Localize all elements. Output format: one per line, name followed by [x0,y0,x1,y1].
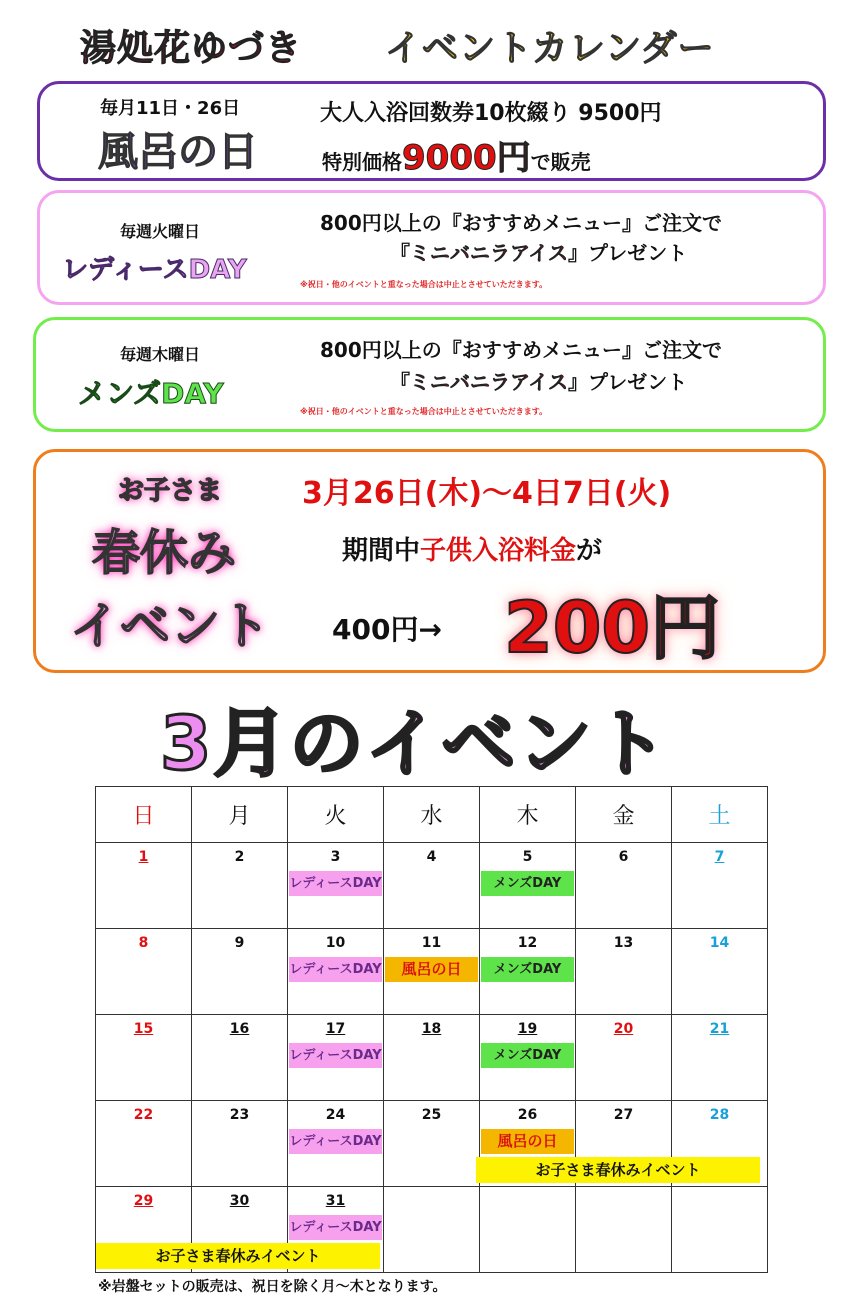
weekday-wed: 水 [384,787,480,843]
calendar-week-row [96,929,768,1015]
ladies-line1: 800円以上の『おすすめメニュー』ご注文で [320,211,722,235]
kids-old-price: 400円→ [332,613,442,646]
ladies-name: レディースDAY [62,255,247,285]
mens-day-panel [33,317,826,432]
mens-day-tag: メンズDAY [481,1043,574,1068]
page-subtitle: イベントカレンダー [385,28,715,69]
kids-desc-post: が [576,536,603,566]
ladies-day-panel [37,190,826,305]
day-number: 15 [133,1021,154,1037]
day-number: 18 [421,1021,442,1037]
calendar-day-cell [672,1015,768,1101]
ladies-day-tag: レディースDAY [289,1215,382,1240]
calendar-day-cell [288,1015,384,1101]
footer-note: ※岩盤セットの販売は、祝日を除く月～木となります。 [98,1279,447,1295]
day-number: 17 [325,1021,346,1037]
day-number: 1 [138,849,149,865]
ladies-gift: ミニバニラアイス [410,241,568,265]
calendar-day-cell [384,929,480,1015]
day-number: 11 [421,935,442,951]
calendar-day-cell [384,1101,480,1187]
calendar-week-row [96,1015,768,1101]
ladies-quote-open: 『 [390,241,410,265]
ladies-day-tag: レディースDAY [289,1129,382,1154]
day-number: 8 [138,935,149,951]
furo-day-tag: 風呂の日 [481,1129,574,1154]
spring-event-bar-week5: お子さま春休みイベント [96,1243,380,1269]
furo-special-price: 9000円 [402,138,531,178]
kids-label1: お子さま [118,476,223,506]
day-number: 30 [229,1193,250,1209]
calendar-week-row [96,843,768,929]
ladies-day-tag: レディースDAY [289,957,382,982]
mens-name: メンズDAY [78,377,224,410]
weekday-sat: 土 [672,787,768,843]
spring-event-bar-week4: お子さま春休みイベント [476,1157,760,1183]
day-number: 23 [229,1107,250,1123]
day-number: 22 [133,1107,154,1123]
day-number: 27 [613,1107,634,1123]
event-calendar [95,786,768,1273]
mens-day-tag: メンズDAY [481,871,574,896]
furo-day-tag: 風呂の日 [385,957,478,982]
mens-day-tag: メンズDAY [481,957,574,982]
day-number: 20 [613,1021,634,1037]
calendar-day-cell [480,929,576,1015]
furo-date: 毎月11日・26日 [100,98,241,119]
mens-gift: ミニバニラアイス [410,370,568,394]
furo-day-panel [37,81,826,181]
day-number: 6 [618,849,629,865]
calendar-day-cell [384,1187,480,1273]
furo-line2-pre: 特別価格 [322,150,402,174]
day-number: 28 [709,1107,730,1123]
day-number: 5 [522,849,533,865]
furo-line2 [322,130,591,179]
day-number: 16 [229,1021,250,1037]
day-number: 21 [709,1021,730,1037]
calendar-day-cell [96,843,192,929]
day-number: 29 [133,1193,154,1209]
ladies-day: 毎週火曜日 [120,222,201,241]
day-number [576,1193,671,1211]
weekday-thu: 木 [480,787,576,843]
calendar-day-cell [96,1101,192,1187]
ladies-day-tag: レディースDAY [289,1043,382,1068]
calendar-day-cell [384,1015,480,1101]
calendar-day-cell [96,929,192,1015]
mens-line1: 800円以上の『おすすめメニュー』ご注文で [320,338,722,362]
calendar-day-cell [480,1015,576,1101]
day-number: 10 [325,935,346,951]
day-number [384,1193,479,1211]
day-number: 31 [325,1193,346,1209]
furo-line1: 大人入浴回数券10枚綴り 9500円 [320,101,662,126]
mens-note: ※祝日・他のイベントと重なった場合は中止とさせていただきます。 [300,407,548,416]
mens-day: 毎週木曜日 [120,345,201,364]
day-number: 2 [234,849,245,865]
day-number: 25 [421,1107,442,1123]
ladies-line2 [390,237,687,266]
calendar-day-cell [576,1015,672,1101]
calendar-day-cell [672,1187,768,1273]
day-number: 12 [517,935,538,951]
calendar-day-cell [672,843,768,929]
ladies-note: ※祝日・他のイベントと重なった場合は中止とさせていただきます。 [300,280,548,289]
kids-spring-panel [33,449,826,673]
calendar-weekday-row [96,787,768,843]
furo-line2-post: で販売 [530,150,591,174]
mens-quote-open: 『 [390,370,410,394]
calendar-day-cell [192,1015,288,1101]
day-number: 13 [613,935,634,951]
weekday-sun: 日 [96,787,192,843]
kids-new-price: 200円 [504,587,721,669]
calendar-day-cell [192,843,288,929]
day-number: 4 [426,849,437,865]
day-number: 7 [714,849,725,865]
calendar-day-cell [288,1101,384,1187]
weekday-tue: 火 [288,787,384,843]
kids-desc-pre: 期間中 [342,536,421,566]
day-number [672,1193,767,1211]
day-number: 3 [330,849,341,865]
day-number: 9 [234,935,245,951]
kids-label2: 春休み [92,525,237,581]
kids-desc-red: 子供入浴料金 [420,536,577,566]
mens-quote-close: 』プレゼント [568,370,688,394]
calendar-day-cell [288,843,384,929]
calendar-day-cell [672,929,768,1015]
mens-line2 [390,366,687,395]
calendar-day-cell [96,1015,192,1101]
calendar-day-cell [480,1187,576,1273]
day-number [480,1193,575,1211]
calendar-day-cell [384,843,480,929]
calendar-day-cell [576,843,672,929]
month-title: 3月のイベント [160,701,670,787]
calendar-day-cell [480,843,576,929]
calendar-day-cell [576,1187,672,1273]
ladies-day-tag: レディースDAY [289,871,382,896]
day-number: 19 [517,1021,538,1037]
kids-label3: イベント [70,597,270,655]
kids-period: 3月26日(木)～4日7日(火) [302,476,672,511]
weekday-mon: 月 [192,787,288,843]
calendar-day-cell [576,929,672,1015]
kids-desc [342,530,602,567]
calendar-day-cell [192,1101,288,1187]
calendar-day-cell [192,929,288,1015]
calendar-day-cell [288,929,384,1015]
day-number: 24 [325,1107,346,1123]
day-number: 26 [517,1107,538,1123]
ladies-quote-close: 』プレゼント [568,241,688,265]
weekday-fri: 金 [576,787,672,843]
furo-name: 風呂の日 [98,129,258,175]
day-number: 14 [709,935,730,951]
page-title: 湯処花ゆづき [80,28,303,69]
